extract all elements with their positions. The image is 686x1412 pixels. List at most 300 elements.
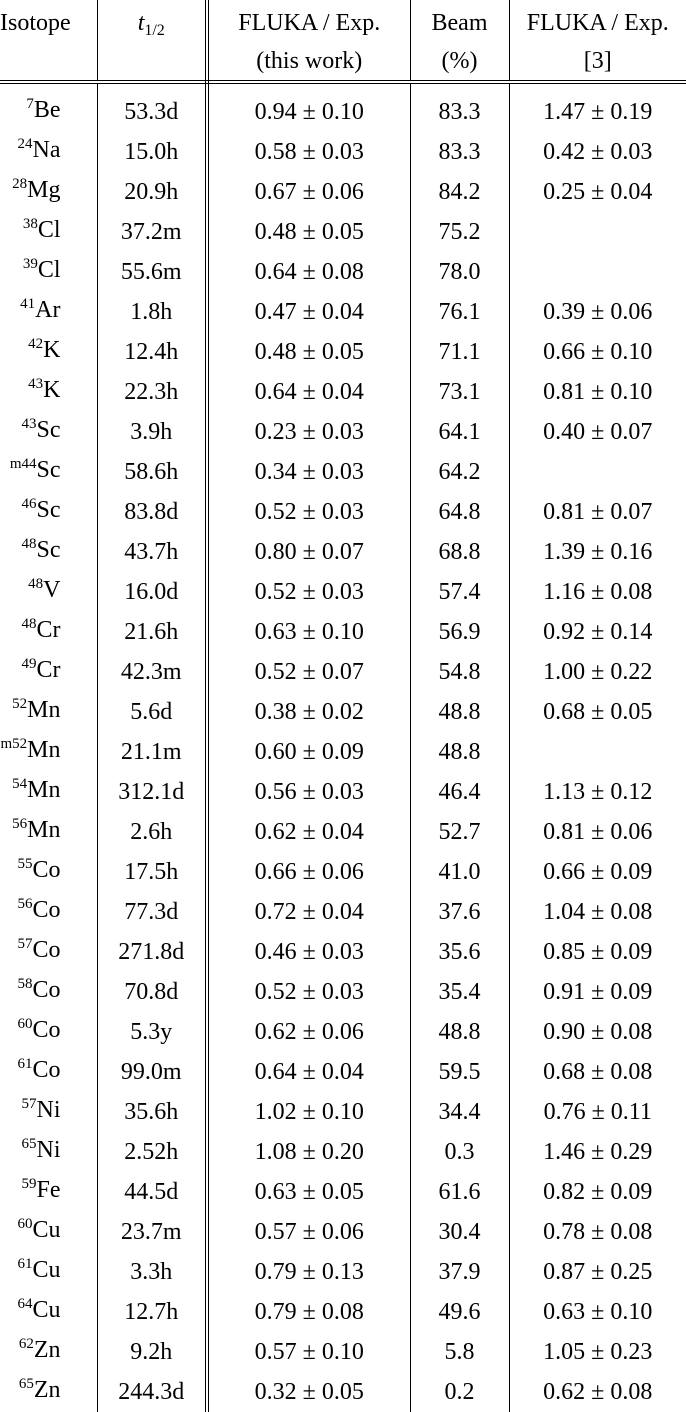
reference-ratio: 0.76 ± 0.11 <box>544 1099 652 1125</box>
reference-ratio: 0.42 ± 0.03 <box>543 139 652 165</box>
isotope-mass: 48 <box>22 616 37 632</box>
reference-ratio: 0.66 ± 0.10 <box>543 339 652 365</box>
beam-cell <box>410 1292 509 1332</box>
reference-cell <box>509 812 686 852</box>
this-work-cell <box>207 1132 410 1172</box>
beam-percent: 30.4 <box>439 1219 481 1245</box>
half-life-value: 37.2m <box>121 219 182 245</box>
reference-cell <box>509 692 686 732</box>
reference-cell <box>509 1292 686 1332</box>
this-work-ratio: 1.08 ± 0.20 <box>255 1139 364 1165</box>
isotope-mass: m44 <box>10 456 37 472</box>
beam-cell <box>410 172 509 212</box>
isotope-cell <box>0 972 97 1012</box>
header-this-work-line1: FLUKA / Exp. <box>209 4 410 42</box>
this-work-ratio: 0.80 ± 0.07 <box>255 539 364 565</box>
half-life-cell <box>97 372 207 412</box>
beam-percent: 56.9 <box>439 619 481 645</box>
half-life-value: 12.7h <box>124 1299 178 1325</box>
beam-percent: 83.3 <box>439 139 481 165</box>
isotope-cell <box>0 372 97 412</box>
beam-cell <box>410 1372 509 1412</box>
beam-percent: 73.1 <box>439 379 481 405</box>
half-life-cell <box>97 412 207 452</box>
beam-cell <box>410 772 509 812</box>
beam-cell <box>410 692 509 732</box>
isotope-mass: 65 <box>19 1376 34 1392</box>
this-work-cell <box>207 612 410 652</box>
reference-ratio: 1.13 ± 0.12 <box>543 779 652 805</box>
half-life-value: 17.5h <box>124 859 178 885</box>
isotope-element: Na <box>33 137 61 163</box>
isotope-cell <box>0 252 97 292</box>
half-life-cell <box>97 852 207 892</box>
isotope-cell <box>0 572 97 612</box>
table-row <box>0 892 686 932</box>
isotope-mass: 57 <box>17 936 32 952</box>
this-work-cell <box>207 572 410 612</box>
reference-cell <box>509 892 686 932</box>
beam-percent: 59.5 <box>439 1059 481 1085</box>
isotope-cell <box>0 732 97 772</box>
table-row <box>0 1132 686 1172</box>
beam-cell <box>410 1092 509 1132</box>
half-life-cell <box>97 612 207 652</box>
this-work-cell <box>207 252 410 292</box>
reference-cell <box>509 292 686 332</box>
table-row <box>0 1372 686 1412</box>
reference-ratio: 0.78 ± 0.08 <box>543 1219 652 1245</box>
this-work-ratio: 0.52 ± 0.07 <box>255 659 364 685</box>
this-work-cell <box>207 1092 410 1132</box>
isotope-cell <box>0 292 97 332</box>
beam-cell <box>410 532 509 572</box>
table-row <box>0 132 686 172</box>
table-row <box>0 292 686 332</box>
reference-cell <box>509 932 686 972</box>
header-this-work-line2: (this work) <box>209 42 410 80</box>
table-row <box>0 1012 686 1052</box>
this-work-cell <box>207 172 410 212</box>
this-work-cell <box>207 292 410 332</box>
reference-cell <box>509 1052 686 1092</box>
half-life-value: 83.8d <box>124 499 178 525</box>
isotope-mass: 46 <box>22 496 37 512</box>
table-row <box>0 1212 686 1252</box>
this-work-ratio: 1.02 ± 0.10 <box>255 1099 364 1125</box>
half-life-cell <box>97 1012 207 1052</box>
reference-ratio: 1.05 ± 0.23 <box>543 1339 652 1365</box>
isotope-mass: 41 <box>20 296 35 312</box>
this-work-cell <box>207 1372 410 1412</box>
isotope-cell <box>0 492 97 532</box>
beam-cell <box>410 852 509 892</box>
isotope-cell <box>0 1212 97 1252</box>
half-life-value: 1.8h <box>130 299 172 325</box>
isotope-mass: 48 <box>28 576 43 592</box>
beam-cell <box>410 1252 509 1292</box>
beam-percent: 48.8 <box>439 1019 481 1045</box>
isotope-mass: 24 <box>18 136 33 152</box>
this-work-cell <box>207 1172 410 1212</box>
reference-cell <box>509 1172 686 1212</box>
half-life-value: 9.2h <box>130 1339 172 1365</box>
table-row <box>0 1292 686 1332</box>
table-header <box>0 0 686 82</box>
isotope-mass: 38 <box>23 216 38 232</box>
table-body <box>0 82 686 1412</box>
isotope-element: Ni <box>37 1097 61 1123</box>
beam-percent: 46.4 <box>439 779 481 805</box>
isotope-mass: 39 <box>23 256 38 272</box>
header-beam-line1: Beam <box>411 4 509 42</box>
isotope-element: Fe <box>37 1177 61 1203</box>
isotope-mass: 54 <box>12 776 27 792</box>
header-half-life <box>97 0 207 82</box>
reference-ratio: 0.68 ± 0.08 <box>543 1059 652 1085</box>
reference-ratio: 0.40 ± 0.07 <box>543 419 652 445</box>
beam-percent: 78.0 <box>439 259 481 285</box>
beam-cell <box>410 1052 509 1092</box>
this-work-cell <box>207 692 410 732</box>
isotope-cell <box>0 892 97 932</box>
table-row <box>0 1052 686 1092</box>
reference-cell <box>509 572 686 612</box>
isotope-cell <box>0 412 97 452</box>
beam-cell <box>410 1172 509 1212</box>
half-life-cell <box>97 332 207 372</box>
half-life-value: 55.6m <box>121 259 182 285</box>
beam-cell <box>410 652 509 692</box>
beam-percent: 35.6 <box>439 939 481 965</box>
reference-cell <box>509 532 686 572</box>
beam-cell <box>410 82 509 132</box>
half-life-value: 271.8d <box>118 939 184 965</box>
this-work-cell <box>207 332 410 372</box>
header-isotope-label: Isotope <box>0 10 71 36</box>
table-row <box>0 82 686 132</box>
table-row <box>0 1092 686 1132</box>
this-work-ratio: 0.47 ± 0.04 <box>255 299 364 325</box>
table-row <box>0 572 686 612</box>
this-work-ratio: 0.32 ± 0.05 <box>255 1379 364 1405</box>
beam-percent: 64.2 <box>439 459 481 485</box>
isotope-mass: 56 <box>12 816 27 832</box>
isotope-element: Co <box>32 897 60 923</box>
isotope-mass: 59 <box>22 1176 37 1192</box>
header-isotope <box>0 0 97 82</box>
isotope-mass: 64 <box>17 1296 32 1312</box>
beam-cell <box>410 1132 509 1172</box>
reference-cell <box>509 612 686 652</box>
beam-percent: 48.8 <box>439 699 481 725</box>
half-life-cell <box>97 212 207 252</box>
isotope-element: Cu <box>32 1217 60 1243</box>
isotope-element: Mn <box>27 817 60 843</box>
this-work-cell <box>207 1252 410 1292</box>
isotope-mass: 28 <box>12 176 27 192</box>
this-work-cell <box>207 1212 410 1252</box>
reference-cell <box>509 972 686 1012</box>
isotope-mass: 58 <box>17 976 32 992</box>
beam-cell <box>410 932 509 972</box>
this-work-cell <box>207 972 410 1012</box>
half-life-value: 3.3h <box>130 1259 172 1285</box>
half-life-value: 70.8d <box>124 979 178 1005</box>
isotope-element: Co <box>32 937 60 963</box>
this-work-cell <box>207 772 410 812</box>
half-life-value: 2.52h <box>124 1139 178 1165</box>
this-work-ratio: 0.46 ± 0.03 <box>255 939 364 965</box>
this-work-cell <box>207 812 410 852</box>
reference-cell <box>509 372 686 412</box>
half-life-cell <box>97 772 207 812</box>
table-row <box>0 452 686 492</box>
beam-cell <box>410 492 509 532</box>
beam-cell <box>410 132 509 172</box>
isotope-element: Sc <box>37 537 61 563</box>
beam-percent: 35.4 <box>439 979 481 1005</box>
reference-ratio: 1.04 ± 0.08 <box>543 899 652 925</box>
isotope-cell <box>0 932 97 972</box>
half-life-cell <box>97 172 207 212</box>
isotope-mass: 42 <box>28 336 43 352</box>
table-row <box>0 852 686 892</box>
this-work-ratio: 0.79 ± 0.13 <box>255 1259 364 1285</box>
half-life-cell <box>97 892 207 932</box>
beam-percent: 34.4 <box>439 1099 481 1125</box>
this-work-ratio: 0.38 ± 0.02 <box>255 699 364 725</box>
beam-percent: 83.3 <box>439 99 481 125</box>
isotope-mass: 62 <box>19 1336 34 1352</box>
isotope-mass: 49 <box>22 656 37 672</box>
table-row <box>0 492 686 532</box>
reference-ratio: 1.16 ± 0.08 <box>543 579 652 605</box>
table-row <box>0 252 686 292</box>
half-life-value: 43.7h <box>124 539 178 565</box>
table-row <box>0 1332 686 1372</box>
isotope-element: Cl <box>38 217 61 243</box>
half-life-cell <box>97 292 207 332</box>
this-work-cell <box>207 212 410 252</box>
isotope-cell <box>0 1052 97 1092</box>
header-reference-line2: [3] <box>510 42 686 80</box>
beam-percent: 52.7 <box>439 819 481 845</box>
reference-cell <box>509 212 686 252</box>
reference-ratio: 0.63 ± 0.10 <box>543 1299 652 1325</box>
this-work-ratio: 0.52 ± 0.03 <box>255 979 364 1005</box>
isotope-mass: 56 <box>17 896 32 912</box>
table-row <box>0 372 686 412</box>
table-row <box>0 212 686 252</box>
half-life-cell <box>97 1332 207 1372</box>
isotope-mass: 43 <box>22 416 37 432</box>
beam-percent: 41.0 <box>439 859 481 885</box>
beam-cell <box>410 812 509 852</box>
this-work-cell <box>207 82 410 132</box>
isotope-element: Zn <box>34 1377 61 1403</box>
beam-percent: 75.2 <box>439 219 481 245</box>
table-row <box>0 1252 686 1292</box>
isotope-mass: 61 <box>17 1256 32 1272</box>
this-work-ratio: 0.72 ± 0.04 <box>255 899 364 925</box>
half-life-value: 21.1m <box>121 739 182 765</box>
header-reference <box>509 0 686 82</box>
isotope-cell <box>0 1292 97 1332</box>
isotope-element: Ni <box>37 1137 61 1163</box>
isotope-element: K <box>43 377 60 403</box>
reference-cell <box>509 492 686 532</box>
isotope-element: Zn <box>34 1337 61 1363</box>
this-work-ratio: 0.48 ± 0.05 <box>255 219 364 245</box>
beam-cell <box>410 332 509 372</box>
isotope-element: Co <box>32 857 60 883</box>
reference-ratio: 0.85 ± 0.09 <box>543 939 652 965</box>
table-row <box>0 612 686 652</box>
beam-cell <box>410 612 509 652</box>
reference-cell <box>509 132 686 172</box>
reference-ratio: 0.68 ± 0.05 <box>543 699 652 725</box>
isotope-element: Co <box>32 977 60 1003</box>
table-row <box>0 772 686 812</box>
half-life-cell <box>97 1132 207 1172</box>
reference-ratio: 0.87 ± 0.25 <box>543 1259 652 1285</box>
reference-ratio: 0.81 ± 0.06 <box>543 819 652 845</box>
beam-cell <box>410 572 509 612</box>
isotope-element: K <box>43 337 60 363</box>
half-life-value: 21.6h <box>124 619 178 645</box>
reference-ratio: 1.39 ± 0.16 <box>543 539 652 565</box>
reference-cell <box>509 172 686 212</box>
reference-cell <box>509 1212 686 1252</box>
reference-cell <box>509 772 686 812</box>
half-life-cell <box>97 1092 207 1132</box>
isotope-element: Ar <box>35 297 60 323</box>
beam-percent: 76.1 <box>439 299 481 325</box>
half-life-value: 35.6h <box>124 1099 178 1125</box>
reference-cell <box>509 652 686 692</box>
isotope-cell <box>0 692 97 732</box>
isotope-element: Co <box>32 1017 60 1043</box>
half-life-value: 53.3d <box>124 99 178 125</box>
reference-cell <box>509 252 686 292</box>
reference-ratio: 0.90 ± 0.08 <box>543 1019 652 1045</box>
isotope-cell <box>0 772 97 812</box>
beam-percent: 68.8 <box>439 539 481 565</box>
reference-cell <box>509 1252 686 1292</box>
isotope-cell <box>0 1132 97 1172</box>
isotope-element: Sc <box>37 417 61 443</box>
isotope-cell <box>0 532 97 572</box>
half-life-cell <box>97 252 207 292</box>
half-life-value: 77.3d <box>124 899 178 925</box>
reference-cell <box>509 452 686 492</box>
this-work-ratio: 0.67 ± 0.06 <box>255 179 364 205</box>
isotope-element: Cu <box>32 1257 60 1283</box>
beam-cell <box>410 892 509 932</box>
reference-cell <box>509 852 686 892</box>
isotope-mass: 48 <box>22 536 37 552</box>
this-work-ratio: 0.64 ± 0.04 <box>255 379 364 405</box>
this-work-cell <box>207 532 410 572</box>
this-work-cell <box>207 1052 410 1092</box>
reference-ratio: 1.00 ± 0.22 <box>543 659 652 685</box>
header-half-life-var: t <box>138 10 145 36</box>
this-work-ratio: 0.56 ± 0.03 <box>255 779 364 805</box>
beam-percent: 5.8 <box>445 1339 475 1365</box>
header-row <box>0 0 686 82</box>
half-life-cell <box>97 972 207 1012</box>
half-life-cell <box>97 132 207 172</box>
this-work-cell <box>207 852 410 892</box>
half-life-value: 244.3d <box>118 1379 184 1405</box>
isotope-cell <box>0 812 97 852</box>
isotope-element: Mn <box>27 777 60 803</box>
this-work-cell <box>207 892 410 932</box>
half-life-cell <box>97 82 207 132</box>
beam-percent: 64.1 <box>439 419 481 445</box>
table-row <box>0 972 686 1012</box>
this-work-ratio: 0.79 ± 0.08 <box>255 1299 364 1325</box>
this-work-cell <box>207 132 410 172</box>
isotope-cell <box>0 652 97 692</box>
this-work-ratio: 0.63 ± 0.10 <box>255 619 364 645</box>
this-work-ratio: 0.57 ± 0.06 <box>255 1219 364 1245</box>
beam-cell <box>410 252 509 292</box>
isotope-cell <box>0 452 97 492</box>
isotope-mass: 43 <box>28 376 43 392</box>
reference-ratio: 0.82 ± 0.09 <box>543 1179 652 1205</box>
isotope-element: Co <box>32 1057 60 1083</box>
beam-percent: 61.6 <box>439 1179 481 1205</box>
table-row <box>0 1172 686 1212</box>
half-life-cell <box>97 492 207 532</box>
isotope-element: Sc <box>37 497 61 523</box>
isotope-cell <box>0 612 97 652</box>
half-life-cell <box>97 1172 207 1212</box>
half-life-cell <box>97 1252 207 1292</box>
this-work-ratio: 0.23 ± 0.03 <box>255 419 364 445</box>
isotope-element: Sc <box>37 457 61 483</box>
beam-cell <box>410 212 509 252</box>
half-life-cell <box>97 692 207 732</box>
table-row <box>0 652 686 692</box>
half-life-value: 99.0m <box>121 1059 182 1085</box>
this-work-ratio: 0.34 ± 0.03 <box>255 459 364 485</box>
beam-cell <box>410 1212 509 1252</box>
half-life-value: 15.0h <box>124 139 178 165</box>
beam-cell <box>410 732 509 772</box>
reference-ratio: 0.81 ± 0.07 <box>543 499 652 525</box>
half-life-value: 312.1d <box>118 779 184 805</box>
table-row <box>0 932 686 972</box>
half-life-cell <box>97 1212 207 1252</box>
isotope-element: V <box>43 577 60 603</box>
half-life-value: 22.3h <box>124 379 178 405</box>
isotope-element: Mn <box>27 737 60 763</box>
beam-percent: 84.2 <box>439 179 481 205</box>
isotope-cell <box>0 1092 97 1132</box>
header-this-work <box>207 0 410 82</box>
this-work-cell <box>207 412 410 452</box>
half-life-cell <box>97 652 207 692</box>
reference-cell <box>509 1332 686 1372</box>
half-life-cell <box>97 1372 207 1412</box>
this-work-ratio: 0.64 ± 0.08 <box>255 259 364 285</box>
isotope-element: Cr <box>37 617 61 643</box>
this-work-ratio: 0.52 ± 0.03 <box>255 579 364 605</box>
isotope-mass: 55 <box>17 856 32 872</box>
